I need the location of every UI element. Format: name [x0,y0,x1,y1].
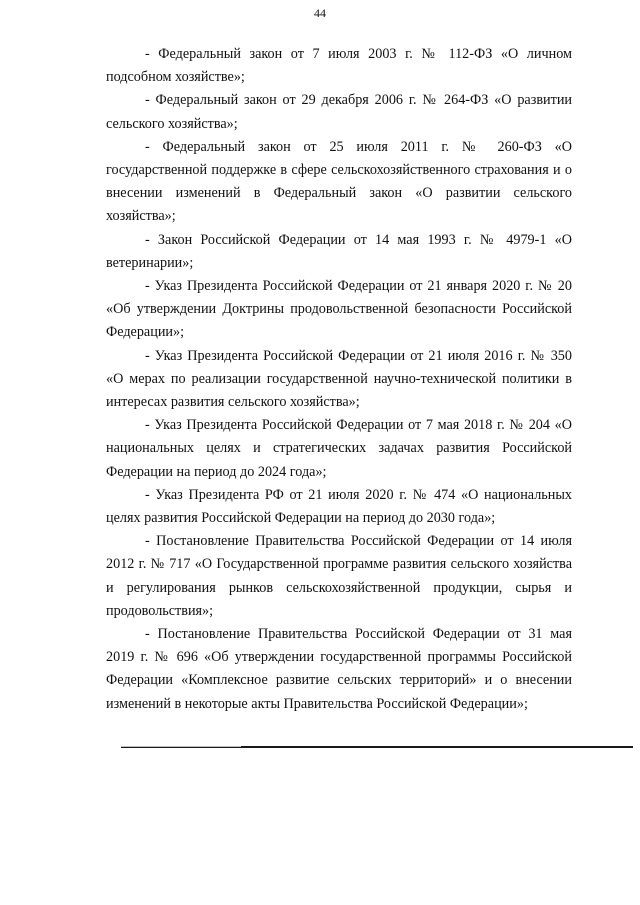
list-item-resolution-696: - Постановление Правительства Российской Федерации от 31 мая 2019 г. № 696 «Об утверждении государственной программы Российской Федерации «Комплексное развитие сельских территорий» и о внесении изменений в некоторые акты Правительства Российской Федерации»; [106,626,572,712]
list-item-decree-350: - Указ Президента Российской Федерации от 21 июля 2016 г. № 350 «О мерах по реализации государственной научно-технической политики в интересах развития сельского хозяйства»; [106,347,572,411]
list-item-law-4979-1: - Закон Российской Федерации от 14 мая 1993 г. № 4979-1 «О ветеринарии»; [106,231,572,271]
list-item-law-260-fz: - Федеральный закон от 25 июля 2011 г. № 260-ФЗ «О государственной поддержке в сфере сельскохозяйственного страхования и о внесении изменений в Федеральный закон «О развитии сельского хозяйства»; [106,138,572,225]
list-item-law-112-fz: - Федеральный закон от 7 июля 2003 г. № 112-ФЗ «О личном подсобном хозяйстве»; [106,46,572,86]
list-item-decree-20: - Указ Президента Российской Федерации от 21 января 2020 г. № 20 «Об утверждении Доктрины продовольственной безопасности Российской Федерации»; [106,278,572,341]
list-item-decree-474: - Указ Президента РФ от 21 июля 2020 г. № 474 «О национальных целях развития Российской Федерации на период до 2030 года»; [106,486,572,527]
list-item-resolution-717: - Постановление Правительства Российской Федерации от 14 июля 2012 г. № 717 «О Государственной программе развития сельского хозяйства и регулирования рынков сельскохозяйственной продукции, сырья и продовольствия»; [106,533,572,619]
page-number: 44 [314,6,326,20]
legal-acts-list [106,43,572,716]
scan-divider-line [121,746,633,748]
list-item-law-264-fz: - Федеральный закон от 29 декабря 2006 г. № 264-ФЗ «О развитии сельского хозяйства»; [106,92,572,132]
list-item-decree-204: - Указ Президента Российской Федерации от 7 мая 2018 г. № 204 «О национальных целях и стратегических задачах развития Российской Федерации на период до 2024 года»; [106,417,572,480]
